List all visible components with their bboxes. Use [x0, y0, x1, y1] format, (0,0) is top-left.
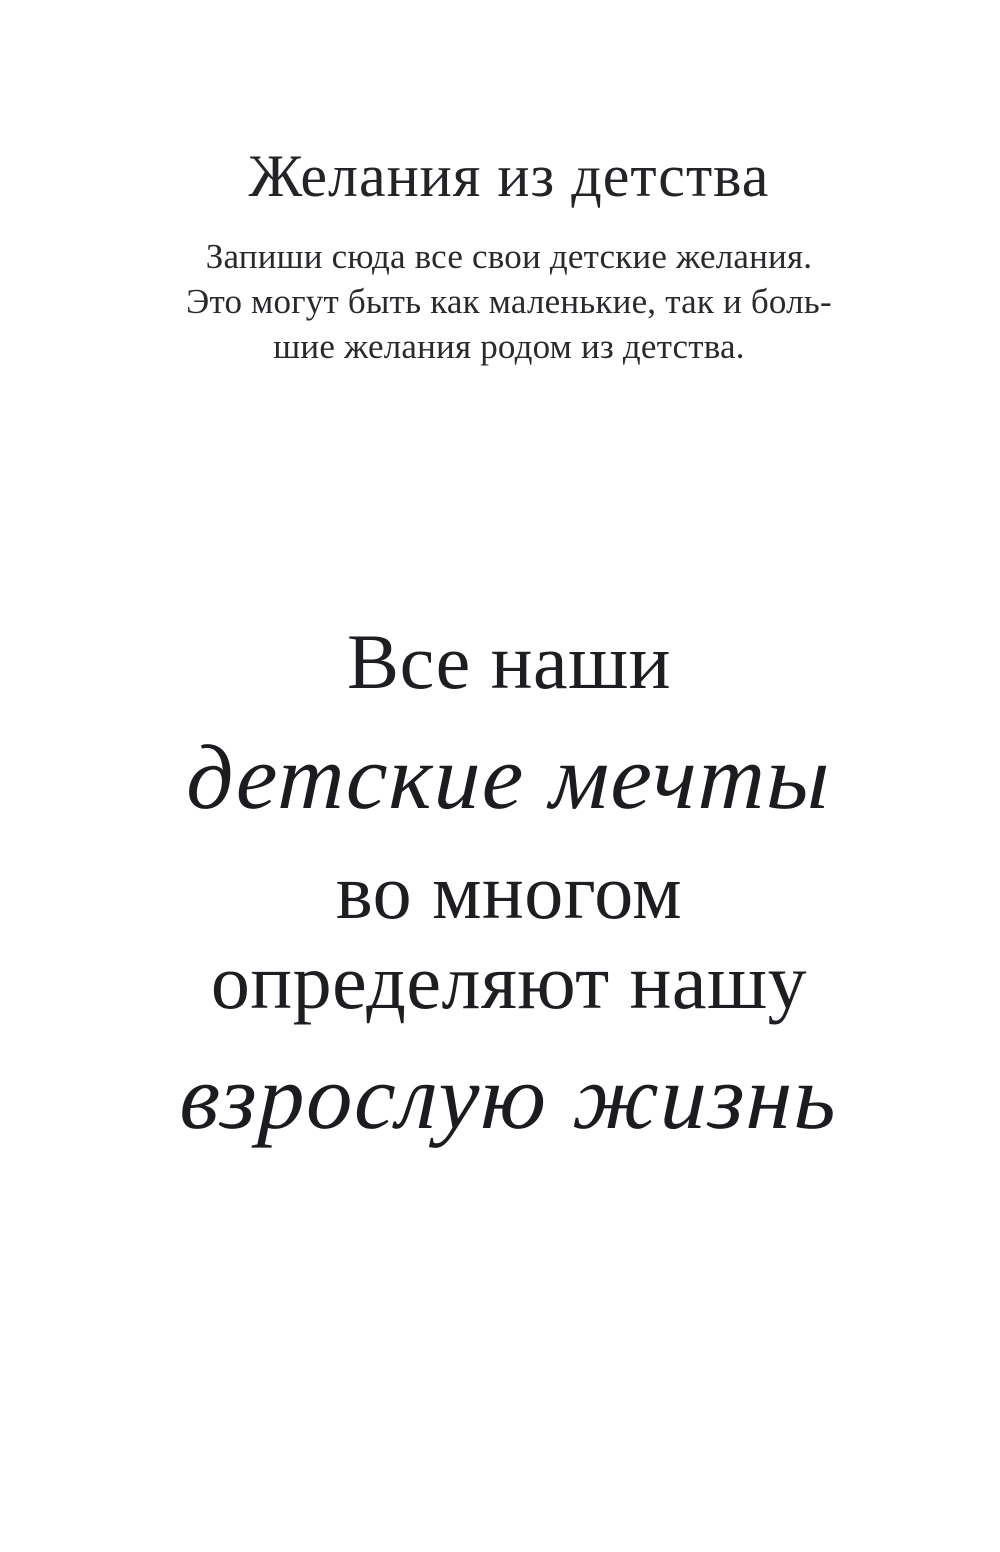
- subtitle-line-2: Это могут быть как маленькие, так и боль-: [186, 282, 832, 321]
- quote-line-script-1: детские мечты: [185, 726, 833, 828]
- quote-line-serif-3: определяют нашу: [210, 938, 808, 1025]
- quote-line-script-2: взрослую жизнь: [178, 1046, 840, 1148]
- subtitle-line-3: шие желания родом из детства.: [273, 327, 745, 366]
- subtitle-line-1: Запиши сюда все свои детские желания.: [205, 237, 813, 276]
- quote-line-serif-2: во многом: [335, 848, 683, 935]
- quote-line-serif-1: Все наши: [347, 618, 671, 705]
- page-subtitle: [18, 234, 1000, 369]
- page-content: [0, 144, 1000, 1167]
- page-title: Желания из детства: [248, 143, 770, 209]
- quote-block: [18, 617, 1000, 1167]
